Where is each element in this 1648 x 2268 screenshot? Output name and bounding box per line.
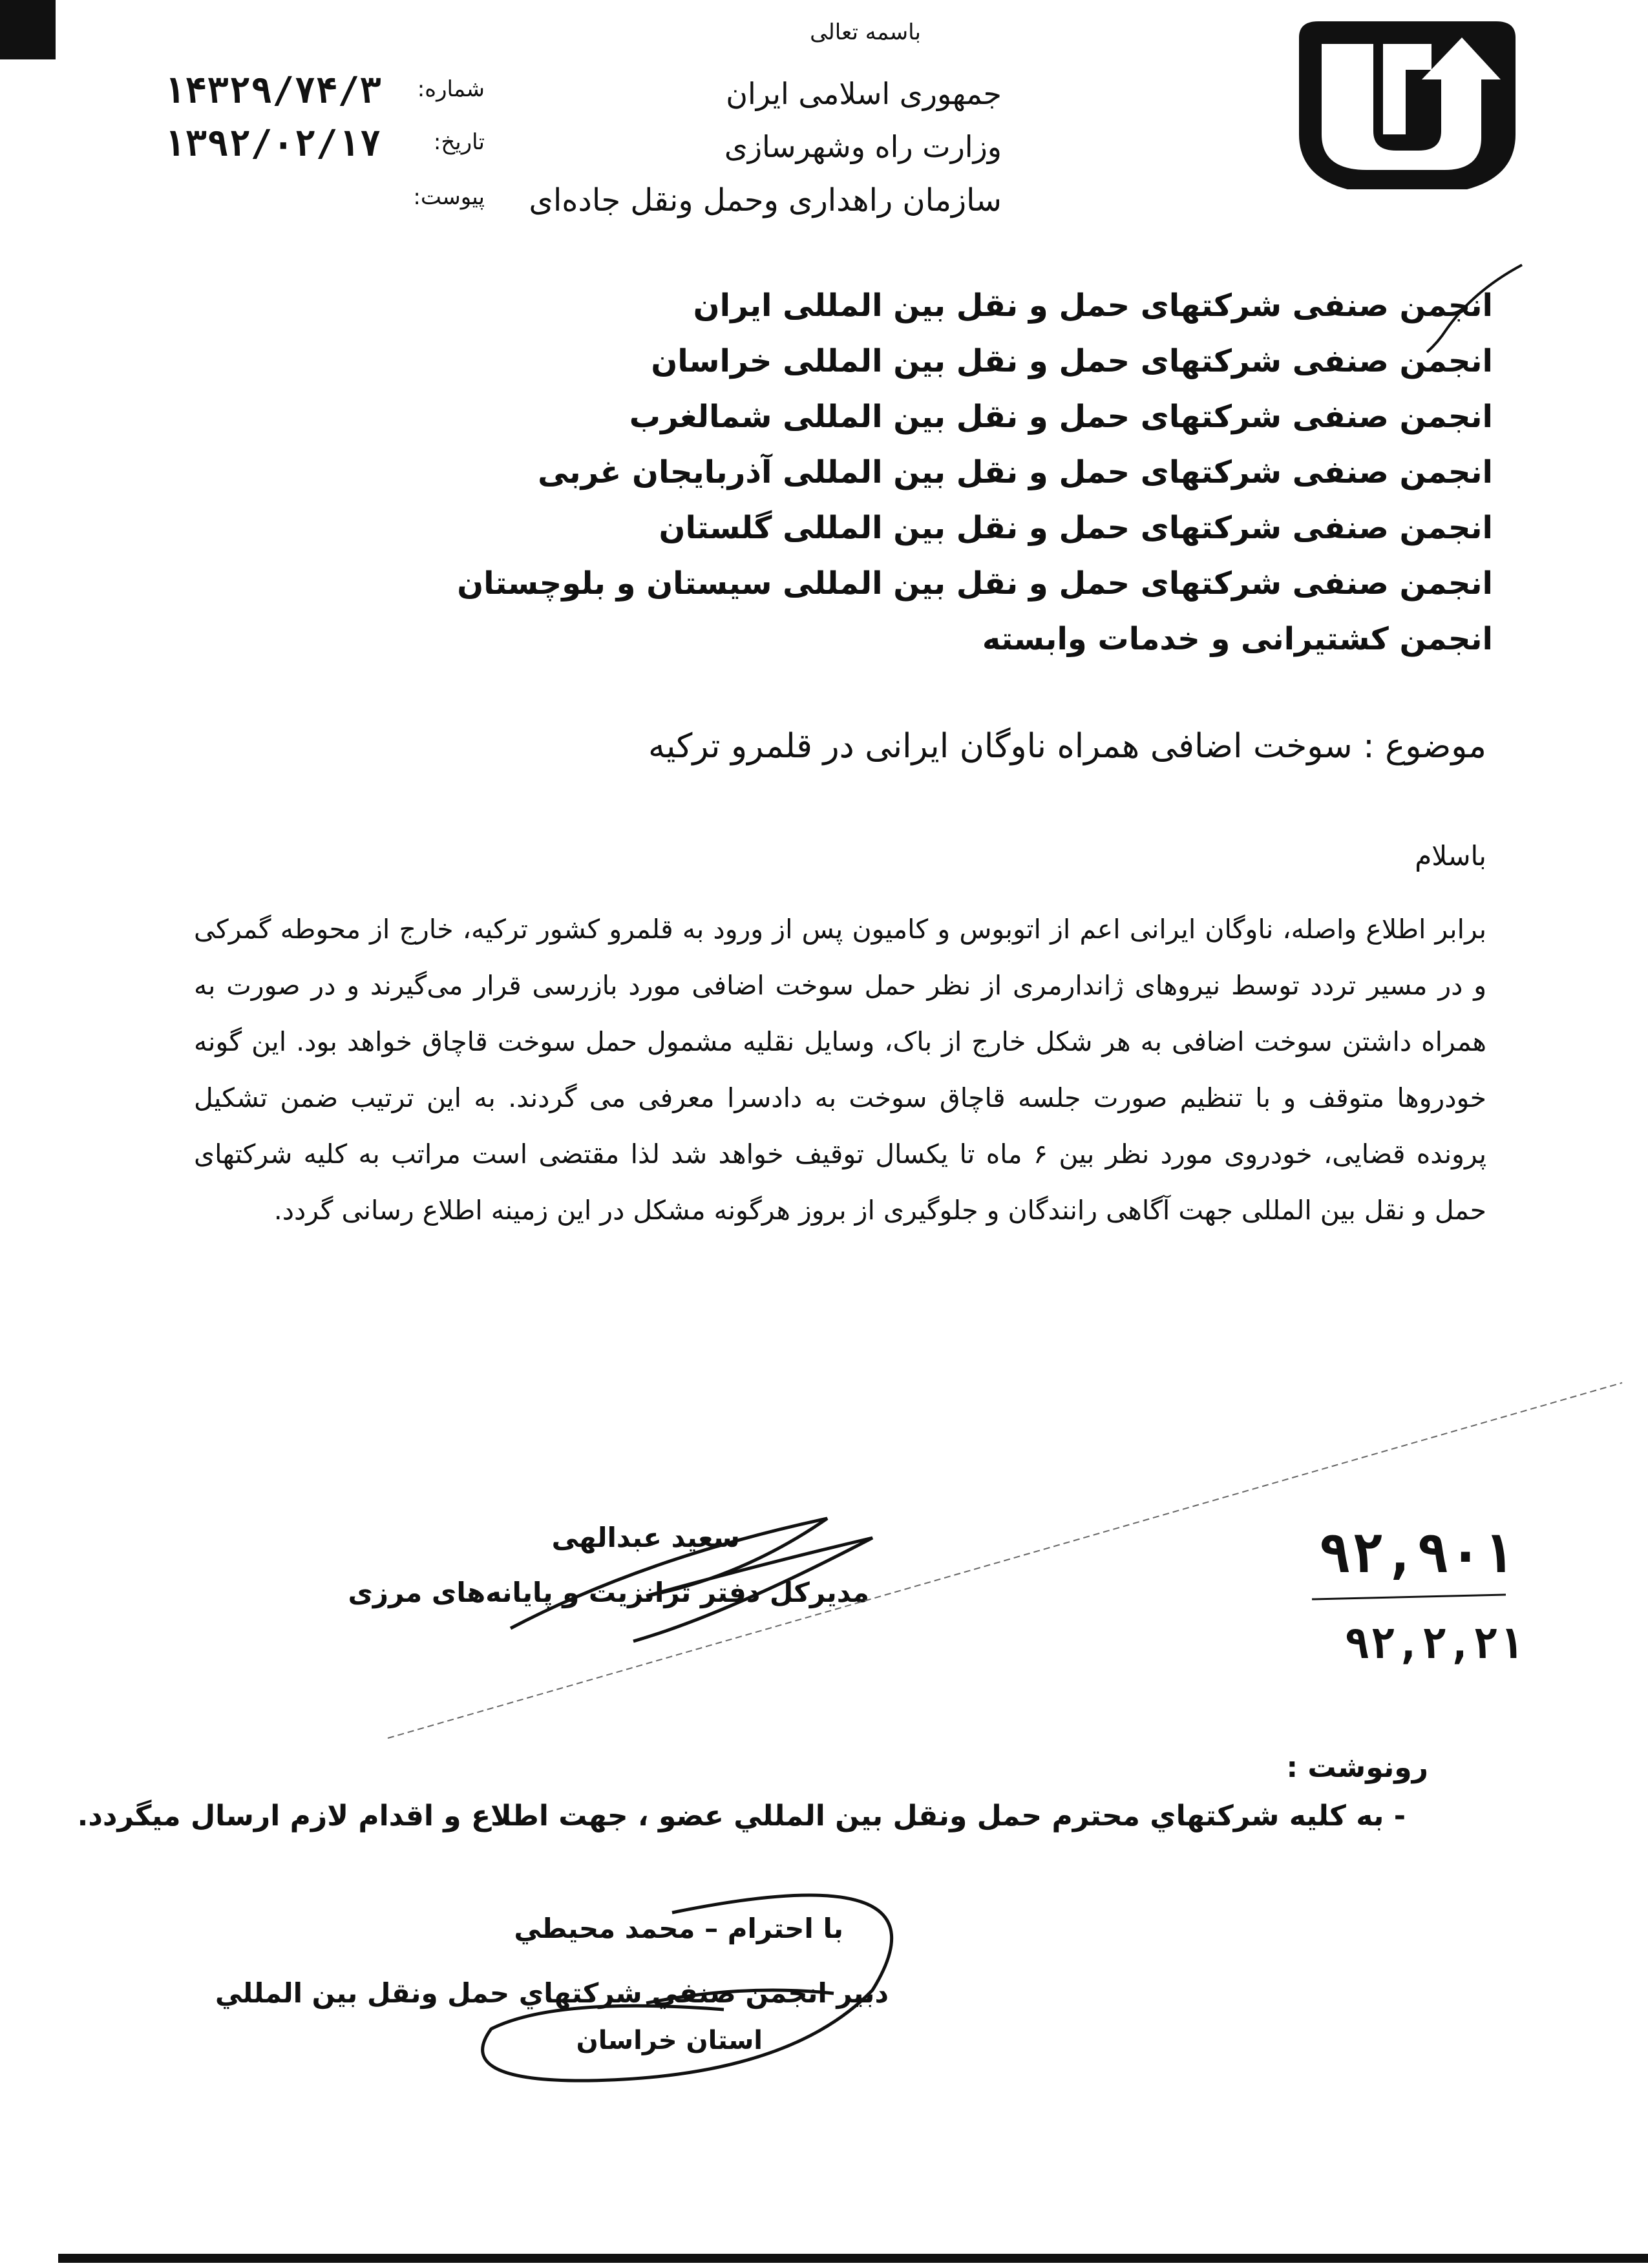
handwritten-divider [1312, 1595, 1506, 1599]
bismillah: باسمه تعالی [810, 19, 921, 45]
letter-body: برابر اطلاع واصله، ناوگان ایرانی اعم از اتوبوس و کامیون پس از ورود به قلمرو کشور ترکیه، خارج از محوطه گمرکی و در مسیر تردد توسط نیروهای ژاندارمری از نظر حمل سوخت اضافی مورد بازرسی قرار می‌گیرند و در صورت به همراه داشتن سوخت اضافی به هر شکل خارج از باک، وسایل نقلیه مشمول حمل سوخت قاچاق خواهد بود. این گونه خودروها متوقف و با تنظیم صورت جلسه قاچاق سوخت به دادسرا معرفی می گردند. به این ترتیب ضمن تشکیل پرونده قضایی، خودروی مورد نظر بین ۶ ماه تا یکسال توقیف خواهد شد لذا مقتضی است مراتب به کلیه شرکتهای حمل و نقل بین المللی جهت آگاهی رانندگان و جلوگیری از بروز هرگونه مشکل در این زمینه اطلاع رسانی گردد. [194, 914, 1486, 1226]
salutation: باسلام [1415, 840, 1486, 872]
signatory-name: سعید عبدالهی [551, 1522, 740, 1553]
date-label: تاریخ: [433, 129, 485, 155]
addressee-item: انجمن کشتیرانی و خدمات وابسته [982, 621, 1493, 657]
organization-name: سازمان راهداری وحمل ونقل جاده‌ای [529, 182, 1002, 218]
addressee-item: انجمن صنفی شرکتهای حمل و نقل بین المللی شمالغرب [629, 399, 1493, 435]
signatory-title: مدیرکل دفتر ترانزیت و پایانه‌های مرزی [348, 1577, 869, 1608]
country-name: جمهوری اسلامی ایران [726, 76, 1002, 111]
bottom-scan-border [58, 2254, 1648, 2263]
addressee-list [265, 278, 1493, 667]
handwritten-ref-number: ۹۲,۹۰۱ [1318, 1522, 1515, 1585]
addressee-item: انجمن صنفی شرکتهای حمل و نقل بین المللی گلستان [659, 510, 1493, 546]
regards-line: با احترام – محمد محيطي [514, 1913, 843, 1944]
number-label: شماره: [417, 76, 485, 102]
organization-logo-icon [1293, 18, 1522, 196]
province-name: استان خراسان [576, 2026, 763, 2055]
copy-text: - به كليه شركتهاي محترم حمل ونقل بين المللي عضو ، جهت اطلاع و اقدام لازم ارسال ميگردد. [77, 1800, 1406, 1832]
handwritten-ref-date: ۹۲,۲,۲۱ [1344, 1619, 1525, 1668]
addressee-item: انجمن صنفی شرکتهای حمل و نقل بین المللی ایران [693, 288, 1493, 324]
copy-heading: رونوشت : [1286, 1751, 1428, 1784]
subject-line: موضوع : سوخت اضافی همراه ناوگان ایرانی در قلمرو ترکیه [648, 727, 1486, 766]
attachment-label: پیوست: [413, 184, 485, 210]
number-value: ۱۴۳۲۹/۷۴/۳ [163, 70, 381, 112]
addressee-item: انجمن صنفی شرکتهای حمل و نقل بین المللی سیستان و بلوچستان [457, 565, 1493, 602]
addressee-item: انجمن صنفی شرکتهای حمل و نقل بین المللی آذربایجان غربی [538, 454, 1493, 490]
scan-corner-mark [0, 0, 56, 59]
date-value: ۱۳۹۲/۰۲/۱۷ [163, 123, 381, 165]
ministry-name: وزارت راه وشهرسازی [724, 129, 1002, 164]
secretary-title: دبير انجمن صنفي شركتهاي حمل ونقل بين المللي [215, 1977, 889, 2009]
addressee-item: انجمن صنفی شرکتهای حمل و نقل بین المللی خراسان [651, 343, 1493, 379]
